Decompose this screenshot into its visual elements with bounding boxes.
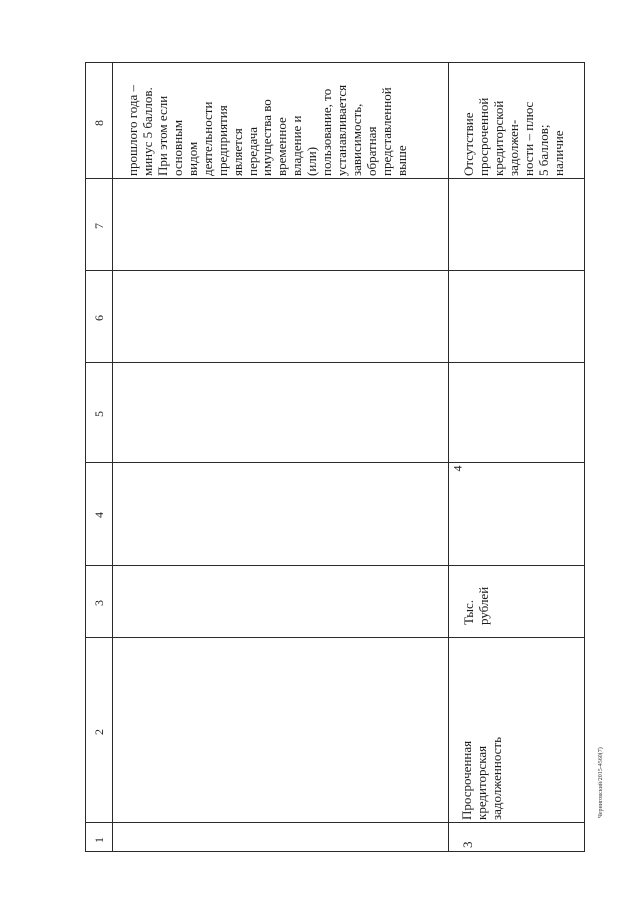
row1-col8-line: прошлого года –: [125, 85, 140, 176]
column-separator-8-7: [85, 178, 585, 179]
row1-col8-line: владение и: [289, 115, 305, 176]
row2-indicator-line: кредиторская: [473, 745, 489, 820]
row1-col8-line: представленной: [378, 87, 394, 176]
row1-col8-line: устанавливается: [334, 84, 350, 176]
row1-col8-line: деятельности: [199, 101, 215, 176]
column-separator-2-1: [85, 822, 585, 823]
document-stamp-text: Черниговский/2015-4560(7): [598, 747, 604, 818]
column-separator-5-4: [85, 462, 585, 463]
row2-col8-line: просроченной: [475, 97, 491, 176]
column-separator-7-6: [85, 270, 585, 271]
column-number-4: 4: [92, 512, 106, 518]
column-number-2: 2: [92, 729, 106, 735]
row2-unit: [462, 587, 492, 625]
row1-col8-line: видом: [184, 141, 200, 176]
column-number-1: 1: [92, 837, 106, 843]
row1-col8-line: обратная: [364, 126, 379, 176]
row1-col8-line: основным: [169, 119, 185, 176]
row1-col8-line: (или): [304, 146, 320, 176]
page-number: 4: [450, 465, 465, 472]
row1-col8-line: временное: [274, 117, 290, 176]
row2-col8-line: Отсутствие: [461, 112, 476, 176]
row2-number: 3: [460, 841, 475, 848]
row2-col8-line: задолжен-: [505, 119, 521, 176]
row1-col8-line: имущества во: [259, 99, 275, 176]
row2-unit-line: рублей: [475, 586, 491, 625]
row1-col8-line: предприятия: [214, 105, 230, 176]
row1-col8-line: пользование, то: [319, 88, 335, 176]
header-column-separator: [112, 62, 113, 852]
column-number-6: 6: [92, 315, 106, 321]
column-number-7: 7: [92, 223, 106, 229]
column-separator-3-2: [85, 637, 585, 638]
row2-col8-line: 5 баллов;: [535, 124, 551, 176]
row2-unit-line: Тыс.: [461, 599, 476, 625]
row1-col8-line: передача: [244, 127, 260, 176]
row2-indicator-line: задолженность: [488, 736, 504, 820]
column-separator-4-3: [85, 565, 585, 566]
row-separator: [448, 62, 449, 852]
column-number-8: 8: [92, 120, 106, 126]
row1-col8-line: выше: [393, 145, 409, 176]
row1-col8-text: [126, 85, 410, 176]
row2-col8-line: кредиторской: [490, 100, 506, 176]
row1-col8-line: зависимость,: [349, 103, 365, 176]
column-number-5: 5: [92, 411, 106, 417]
row2-col8-line: наличие: [550, 130, 566, 176]
row1-col8-line: является: [229, 128, 245, 176]
row1-col8-line: При этом если: [154, 95, 170, 176]
column-separator-6-5: [85, 362, 585, 363]
row2-col8-line: ности – плюс: [520, 101, 536, 176]
row2-indicator-line: Просроченная: [459, 740, 474, 820]
row2-col8-text: [462, 98, 567, 176]
column-number-3: 3: [92, 600, 106, 606]
table-frame: [85, 62, 585, 852]
row1-col8-line: минус 5 баллов.: [139, 87, 155, 176]
row2-indicator: [460, 737, 505, 820]
